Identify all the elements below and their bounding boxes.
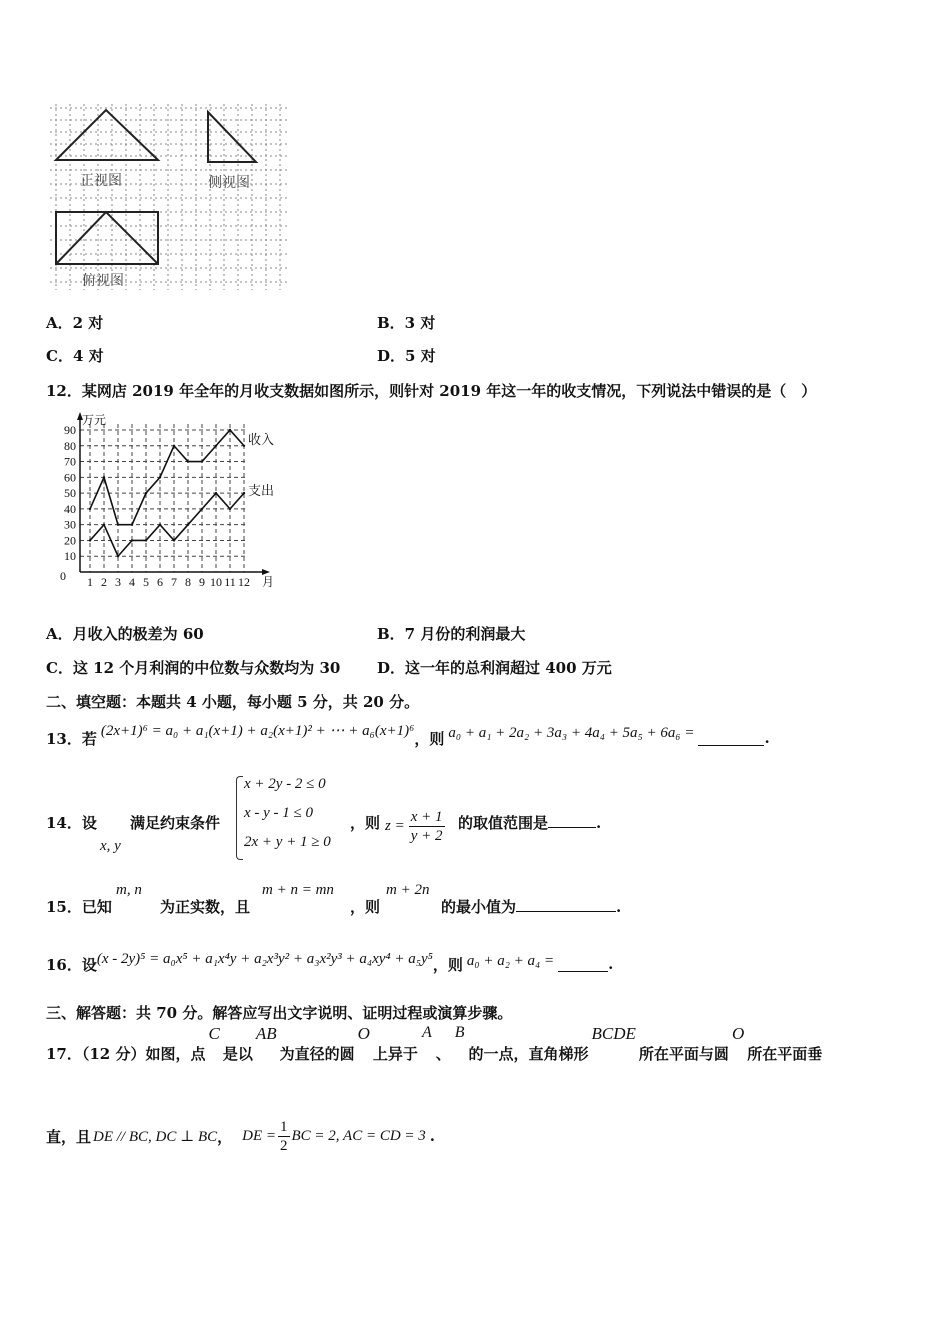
data-point [229, 508, 231, 510]
q15-text-2: ，则 [350, 898, 381, 916]
three-view-figure [44, 100, 294, 296]
q17-line2-start: 直，且 [46, 1127, 92, 1146]
q15-text-1: 为正实数，且 [160, 898, 251, 916]
data-point [201, 460, 203, 462]
q14-then: ，则 [350, 814, 381, 832]
x-tick-label: 6 [157, 575, 163, 589]
q16-then: ，则 [432, 955, 463, 974]
q17-point-b: B [454, 1024, 465, 1041]
q16 [46, 944, 613, 984]
q15-end: . [616, 898, 622, 916]
q17-comma: ， [217, 1127, 233, 1146]
q16-target: a₀ + a₂ + a₄ = [466, 952, 555, 969]
q17-circle-o-1: O [357, 1024, 370, 1043]
q14-fraction [409, 808, 445, 845]
q15-text-3: 的最小值为 [441, 898, 517, 916]
data-point [103, 523, 105, 525]
y-tick-label: 50 [64, 486, 76, 501]
q11-option-d: D．5 对 [377, 347, 436, 365]
x-tick-label: 8 [185, 575, 191, 589]
q11-option-c: C．4 对 [46, 347, 104, 365]
q17-text-2: 是以 [222, 1045, 253, 1063]
q17-text-1: 17．（12 分）如图，点 [46, 1045, 206, 1063]
y-tick-label: 20 [64, 533, 76, 548]
x-axis-label: 月 [262, 575, 275, 589]
q17-text-4: 上异于 [372, 1045, 418, 1063]
x-tick-label: 11 [224, 575, 236, 589]
data-point [89, 539, 91, 541]
q17-point-a: A [421, 1024, 432, 1041]
x-tick-label: 12 [238, 575, 250, 589]
q12-option-c: C．这 12 个月利润的中位数与众数均为 30 [46, 659, 341, 677]
q14-z-expression [385, 808, 445, 845]
three-view-drawing [44, 100, 294, 296]
x-tick-label: 4 [129, 575, 135, 589]
data-point [187, 460, 189, 462]
q13-then: ，则 [414, 729, 445, 748]
x-tick-label: 5 [143, 575, 149, 589]
q13-answer-blank[interactable] [698, 731, 764, 746]
q17-half-fraction [278, 1118, 290, 1155]
q13-target: a₀ + a₁ + 2a₂ + 3a₃ + 4a₄ + 5a₅ + 6a₆ = [448, 724, 695, 741]
x-tick-label: 7 [171, 575, 177, 589]
q16-answer-blank[interactable] [558, 957, 608, 972]
x-tick-label: 9 [199, 575, 205, 589]
data-point [117, 555, 119, 557]
q17-text-6: 的一点，直角梯形 [468, 1045, 589, 1063]
x-tick-label: 3 [115, 575, 121, 589]
q12-option-d: D．这一年的总利润超过 400 万元 [377, 659, 612, 677]
q17-text-3: 为直径的圆 [279, 1045, 355, 1063]
q14-answer-blank[interactable] [548, 813, 596, 828]
q14-brace [236, 776, 243, 860]
q14-tail-text: 的取值范围是 [458, 814, 549, 832]
q12-stem: 12．某网店 2019 年全年的月收支数据如图所示，则针对 2019 年这一年的收支情况，下列说法中错误的是（ ） [46, 382, 817, 400]
q14-constraint-3: 2x + y + 1 ≥ 0 [244, 834, 331, 850]
top-view-ridge [56, 212, 158, 264]
data-point [243, 445, 245, 447]
data-point [145, 492, 147, 494]
top-view-rectangle [56, 212, 158, 264]
data-point [173, 539, 175, 541]
top-view-label: 俯视图 [82, 273, 124, 289]
q12-option-b: B．7 月份的利润最大 [377, 625, 526, 643]
q15-number: 15．已知 [46, 898, 112, 916]
side-view-label: 侧视图 [208, 175, 250, 191]
q17-trapezoid: BCDE [591, 1024, 636, 1043]
q16-equation: (x - 2y)⁵ = a₀x⁵ + a₁x⁴y + a₂x³y² + a₃x²y³ + a₄xy⁴ + a₅y⁵ [96, 950, 433, 967]
q14-constraint-2: x - y - 1 ≤ 0 [244, 805, 314, 821]
q14-end: . [596, 814, 602, 832]
q11-option-a: A．2 对 [46, 314, 104, 332]
q14-vars: x, y [100, 838, 121, 854]
y-tick-label: 30 [64, 517, 76, 532]
q17-text-5: 、 [435, 1045, 451, 1063]
q16-number: 16．设 [46, 955, 97, 974]
q17-values: BC = 2, AC = CD = 3 [291, 1127, 426, 1144]
q17-line-1 [46, 1024, 822, 1064]
x-tick-label: 1 [87, 575, 93, 589]
data-point [243, 492, 245, 494]
data-point [89, 508, 91, 510]
q14-constraint-1: x + 2y - 2 ≤ 0 [244, 776, 326, 792]
data-point [131, 539, 133, 541]
y-tick-label: 10 [64, 549, 76, 564]
q14-z: z = [385, 818, 405, 834]
data-point [201, 508, 203, 510]
y-tick-label: 70 [64, 454, 76, 469]
series-label: 收入 [248, 431, 275, 447]
q16-end: . [608, 955, 614, 973]
q12-chart [44, 410, 294, 594]
data-point [229, 429, 231, 431]
q12-option-a: A．月收入的极差为 60 [46, 625, 204, 643]
data-point [131, 523, 133, 525]
data-point [215, 492, 217, 494]
q13-end: . [764, 729, 770, 747]
front-view-triangle [56, 110, 158, 160]
q17-text-7: 所在平面与圆 [638, 1045, 729, 1063]
y-tick-label: 40 [64, 501, 76, 516]
front-view-label: 正视图 [80, 173, 122, 189]
q15-vars: m, n [116, 882, 142, 898]
q14-number: 14．设 [46, 814, 97, 832]
q13-number: 13．若 [46, 729, 97, 748]
series-label: 支出 [248, 483, 275, 499]
data-point [159, 476, 161, 478]
q17-line-2 [46, 1112, 435, 1160]
q14-condition-label: 满足约束条件 [130, 814, 221, 832]
data-point [145, 539, 147, 541]
data-point [187, 523, 189, 525]
q15-equation: m + n = mn [262, 882, 334, 898]
q11-option-b: B．3 对 [377, 314, 436, 332]
q17-text-8: 所在平面垂 [747, 1045, 823, 1063]
data-point [103, 476, 105, 478]
q14-fraction-numerator: x + 1 [410, 809, 443, 825]
data-point [117, 523, 119, 525]
q17-point-c: C [208, 1024, 220, 1043]
data-point [215, 445, 217, 447]
x-tick-label: 10 [210, 575, 222, 589]
q13-equation: (2x+1)⁶ = a₀ + a₁(x+1) + a₂(x+1)² + ⋯ + a₆(x+1)⁶ [100, 722, 415, 739]
origin-label: 0 [60, 569, 66, 583]
data-point [159, 523, 161, 525]
y-tick-label: 60 [64, 470, 76, 485]
q17-half-denominator: 2 [280, 1137, 288, 1154]
q15-answer-blank[interactable] [516, 897, 616, 912]
q17-segment-ab: AB [255, 1024, 277, 1043]
q17-end: . [429, 1127, 436, 1145]
q15-tail [441, 896, 621, 917]
y-tick-label: 80 [64, 438, 76, 453]
q13 [46, 718, 770, 758]
section3-heading: 三、解答题：共 70 分。解答应写出文字说明、证明过程或演算步骤。 [46, 1004, 513, 1022]
x-tick-label: 2 [101, 575, 107, 589]
q17-half-numerator: 1 [280, 1118, 288, 1135]
q17-de-equals: DE = [242, 1127, 277, 1144]
q14-tail [458, 812, 601, 833]
q15-expression: m + 2n [386, 882, 430, 898]
q12-chart-svg [44, 410, 294, 594]
q17-relations: DE // BC, DC ⊥ BC [93, 1128, 218, 1145]
data-point [173, 445, 175, 447]
section2-heading: 二、填空题：本题共 4 小题，每小题 5 分，共 20 分。 [46, 693, 420, 711]
q17-circle-o-2: O [731, 1024, 745, 1043]
q14-fraction-denominator: y + 2 [410, 828, 443, 844]
y-tick-label: 90 [64, 423, 76, 437]
y-axis-label: 万元 [82, 413, 107, 427]
